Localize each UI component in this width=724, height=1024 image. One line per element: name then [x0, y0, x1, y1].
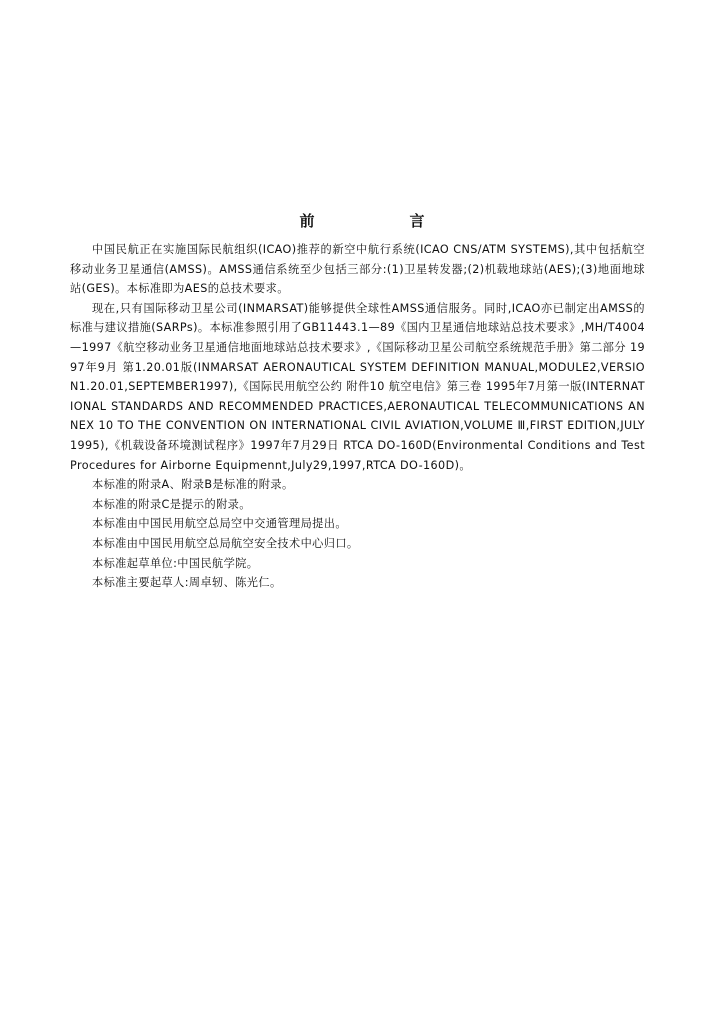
statement-drafting-unit: 本标准起草单位:中国民航学院。	[92, 556, 259, 570]
statement-drafters: 本标准主要起草人:周卓轫、陈光仁。	[92, 576, 282, 590]
statement-appendix-ab: 本标准的附录A、附录B是标准的附录。	[92, 478, 294, 492]
statement-managed-by: 本标准由中国民用航空总局航空安全技术中心归口。	[92, 536, 359, 550]
foreword-body	[70, 240, 645, 593]
paragraph-references: 现在,只有国际移动卫星公司(INMARSAT)能够提供全球性AMSS通信服务。同时,ICAO亦已制定出AMSS的标准与建议措施(SARPs)。本标准参照引用了GB11443.1—89《国内卫星通信地球站总技术要求》,MH/T4004—1997《航空移动业务卫星通信地面地球站总技术要求》,《国际移动卫星公司航空系统规范手册》第二部分 1997年9月 第1.20.01版(INMARSAT AERONAUTICAL SYSTEM DEFINITION MANUAL,MODULE2,VERSION1.20.01,SEPTEMBER1997),《国际民用航空公约 附件10 航空电信》第三卷 1995年7月第一版(INTERNATIONAL STANDARDS AND RECOMMENDED PRACTICES,AERONAUTICAL TELECOMMUNICATIONS ANNEX 10 TO THE CONVENTION ON INTERNATIONAL CIVIL AVIATION,VOLUME Ⅲ,FIRST EDITION,JULY 1995),《机载设备环境测试程序》1997年7月29日 RTCA DO-160D(Environmental Conditions and Test Procedures for Airborne Equipmennt,July29,1997,RTCA DO-160D)。	[70, 301, 645, 472]
statement-proposed-by: 本标准由中国民用航空总局空中交通管理局提出。	[92, 517, 347, 531]
statement-appendix-c: 本标准的附录C是提示的附录。	[92, 497, 251, 511]
foreword-title: 前 言	[299, 212, 465, 230]
paragraph-intro: 中国民航正在实施国际民航组织(ICAO)推荐的新空中航行系统(ICAO CNS/ATM SYSTEMS),其中包括航空移动业务卫星通信(AMSS)。AMSS通信系统至少包括三部分:(1)卫星转发器;(2)机载地球站(AES);(3)地面地球站(GES)。本标准即为AES的总技术要求。	[70, 243, 645, 296]
